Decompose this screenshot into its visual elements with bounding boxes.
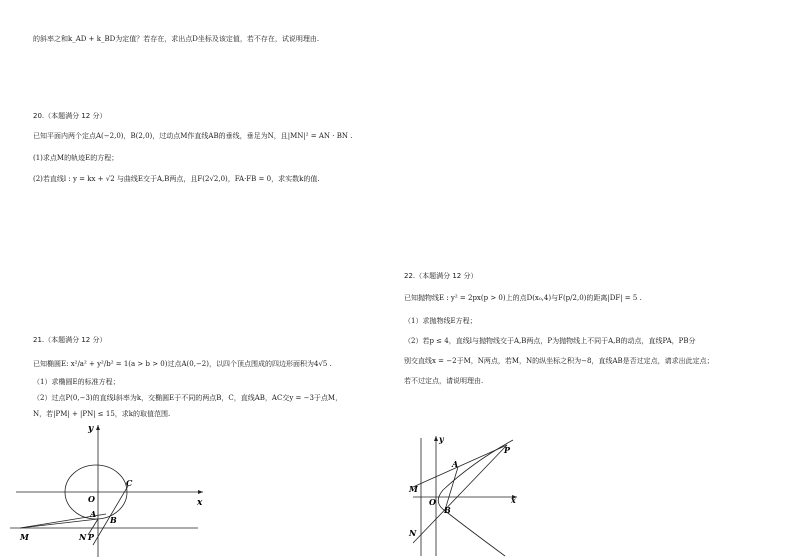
- q22-stem: 已知抛物线E : y² = 2px(p > 0)上的点D(x₀,4)与F(p/2,0)的距离|DF| = 5 .: [404, 294, 642, 302]
- label-a: A: [452, 459, 459, 469]
- line-ab: [445, 467, 458, 510]
- q20-part2: (2)若直线l : y = kx + √2 与曲线E交于A,B两点，且F(2√2,0)，FA·FB = 0，求实数k的值.: [33, 175, 320, 183]
- q21-ellipse-figure: [0, 415, 230, 560]
- q22-part2-line2: 别交直线x = −2于M，N两点，若M，N的纵坐标之积为−8，直线AB是否过定点，请求出此定点；: [404, 357, 714, 365]
- q22-part2-line3: 若不过定点，请说明理由.: [404, 377, 484, 385]
- label-p: P: [88, 532, 95, 542]
- parabola-curve: [438, 440, 513, 556]
- q21-part2-line1: （2）过点P(0,−3)的直线l斜率为k，交椭圆E于不同的两点B，C，直线AB，AC交y = −3于点M，: [33, 394, 343, 402]
- label-x: x: [511, 495, 516, 505]
- line-pa-m: [413, 445, 507, 487]
- x-axis-arrow: [198, 490, 203, 494]
- label-o: O: [429, 497, 436, 507]
- q20-part1: (1)求点M的轨迹E的方程；: [33, 154, 119, 162]
- q22-part1: （1）求抛物线E方程；: [404, 317, 477, 325]
- label-m: M: [409, 484, 418, 494]
- label-c: C: [126, 478, 133, 488]
- q21-stem: 已知椭圆E: x²/a² + y²/b² = 1(a > b > 0)过点A(0,−2)，以四个顶点围成的四边形面积为4√5 .: [33, 360, 332, 368]
- label-n: N: [79, 532, 87, 542]
- label-n: N: [409, 528, 417, 538]
- q20-stem: 已知平面内两个定点A(−2,0)，B(2,0)，过动点M作直线AB的垂线，垂足为N，且|MN|² = AN · BN .: [33, 132, 353, 140]
- y-axis-arrow: [96, 425, 100, 430]
- q22-part2-line1: （2）若p ≤ 4，直线l与抛物线交于A,B两点，P为抛物线上不同于A,B的动点，直线PA，PB分: [404, 337, 696, 345]
- label-m: M: [20, 532, 29, 542]
- q21-header: 21.（本题满分 12 分）: [33, 336, 107, 344]
- q22-header: 22.（本题满分 12 分）: [404, 272, 478, 280]
- label-b: B: [110, 515, 117, 525]
- q22-parabola-figure: [395, 430, 530, 560]
- q19-continuation: 的斜率之和k_AD + k_BD为定值？若存在，求出点D坐标及该定值，若不存在，试说明理由.: [33, 35, 320, 43]
- y-axis-arrow: [434, 436, 438, 441]
- label-y: y: [88, 424, 94, 434]
- label-a: A: [90, 509, 97, 519]
- q21-part2-line2: N，若|PM| + |PN| ≤ 15，求k的取值范围.: [33, 410, 171, 418]
- q21-part1: （1）求椭圆E的标准方程；: [33, 378, 120, 386]
- line-pb-n: [413, 445, 507, 543]
- q20-header: 20.（本题满分 12 分）: [33, 112, 107, 120]
- line-am: [20, 519, 98, 528]
- label-p: P: [504, 445, 511, 455]
- label-b: B: [444, 505, 451, 515]
- label-y: y: [439, 434, 444, 444]
- label-x: x: [197, 498, 203, 508]
- label-o: O: [88, 494, 95, 504]
